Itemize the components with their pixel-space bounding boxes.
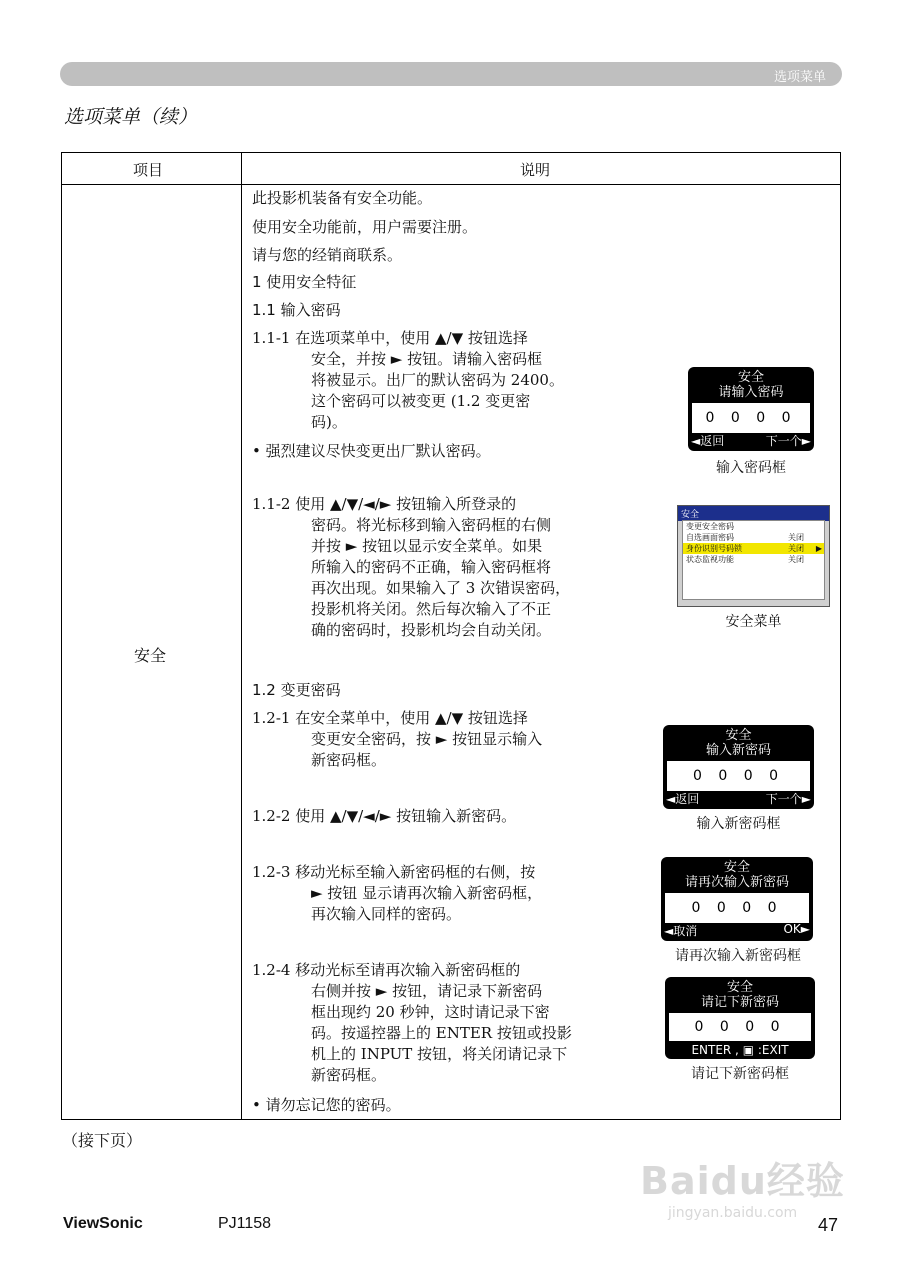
desc-s111-line: 安全，并按 ► 按钮。请输入密码框 — [311, 350, 543, 368]
security-menu-caption: 安全菜单 — [725, 614, 782, 630]
desc-s124-line: 机上的 INPUT 按钮，将关闭请记录下 — [311, 1045, 568, 1063]
header-bar — [60, 62, 842, 86]
desc-s124-line: 新密码框。 — [311, 1066, 387, 1084]
dialog-subtitle: 请输入密码 — [718, 385, 784, 400]
password-dialog — [688, 367, 814, 451]
new-password-digits[interactable]: 0 0 0 0 — [667, 761, 810, 791]
item-security: 安全 — [134, 646, 167, 665]
desc-s111-line: 码)。 — [311, 413, 347, 431]
menu-item[interactable]: 状态监视功能 关闭 — [686, 555, 804, 564]
desc-p1: 此投影机装备有安全功能。 — [252, 189, 433, 207]
dialog-footer — [666, 790, 811, 807]
desc-s112-line: 所输入的密码不正确，输入密码框将 — [311, 558, 552, 576]
dialog-subtitle: 请记下新密码 — [700, 995, 779, 1010]
desc-s121-line: 变更安全密码，按 ► 按钮显示输入 — [311, 730, 543, 748]
watermark-logo: Baidu经验 — [640, 1159, 845, 1203]
desc-s124-line: 框出现约 20 秒钟，这时请记录下密 — [311, 1003, 550, 1021]
dialog-title: 安全 — [725, 728, 752, 743]
desc-p3: 请与您的经销商联系。 — [252, 246, 403, 264]
desc-s12: 1.2 变更密码 — [252, 681, 341, 699]
menu-item-selected[interactable]: 身份识别号码锁 关闭 ▶ — [683, 543, 824, 554]
desc-s122: 1.2-2 使用 ▲/▼/◄/► 按钮输入新密码。 — [252, 807, 517, 825]
desc-s112-line: 再次出现。如果输入了 3 次错误密码， — [311, 579, 571, 597]
dialog-title: 安全 — [726, 980, 753, 995]
security-menu-body — [682, 520, 825, 600]
header-bar-label: 选项菜单 — [773, 70, 826, 85]
desc-s124-line: 1.2-4 移动光标至请再次输入新密码框的 — [252, 961, 521, 979]
dialog-footer — [664, 922, 810, 939]
dialog-title: 安全 — [737, 370, 764, 385]
desc-s111-line: 将被显示。出厂的默认密码为 2400。 — [311, 371, 564, 389]
section-title: 选项菜单（续） — [64, 106, 198, 128]
desc-s123-line: 再次输入同样的密码。 — [311, 905, 462, 923]
desc-s111-line: 这个密码可以被变更 (1.2 变更密 — [311, 392, 531, 410]
desc-s112-line: 并按 ► 按钮以显示安全菜单。如果 — [311, 537, 543, 555]
reenter-password-dialog — [661, 857, 813, 941]
footer-model: PJ1158 — [218, 1215, 272, 1232]
security-menu-title: 安全 — [678, 506, 829, 521]
desc-s123-line: ► 按钮 显示请再次输入新密码框， — [311, 884, 543, 902]
dialog-footer — [668, 1043, 812, 1057]
desc-s112-line: 1.1-2 使用 ▲/▼/◄/► 按钮输入所登录的 — [252, 495, 517, 513]
password-dialog-caption: 输入密码框 — [716, 460, 786, 476]
new-password-caption: 输入新密码框 — [696, 816, 781, 832]
reenter-password-caption: 请再次输入新密码框 — [675, 948, 801, 964]
menu-item[interactable]: 变更安全密码 — [686, 522, 734, 531]
desc-s11: 1.1 输入密码 — [252, 301, 341, 319]
security-menu — [677, 505, 830, 607]
next-button[interactable]: 下一个► — [765, 792, 811, 806]
desc-s123-line: 1.2-3 移动光标至输入新密码框的右侧，按 — [252, 863, 536, 881]
desc-bullet2: • 请勿忘记您的密码。 — [252, 1096, 401, 1114]
desc-p2: 使用安全功能前，用户需要注册。 — [252, 218, 478, 236]
cancel-button[interactable]: ◄取消 — [664, 924, 698, 938]
back-button[interactable]: ◄返回 — [666, 792, 700, 806]
desc-s112-line: 密码。将光标移到输入密码框的右侧 — [311, 516, 552, 534]
desc-s124-line: 右侧并按 ► 按钮，请记录下新密码 — [311, 982, 543, 1000]
footer-brand: ViewSonic — [63, 1215, 143, 1232]
record-password-digits: 0 0 0 0 — [669, 1013, 811, 1041]
record-password-caption: 请记下新密码框 — [691, 1066, 789, 1082]
record-password-dialog — [665, 977, 815, 1059]
continued-note: （接下页） — [62, 1131, 143, 1150]
desc-s121-line: 新密码框。 — [311, 751, 387, 769]
table-header-line — [62, 184, 840, 185]
back-button[interactable]: ◄返回 — [691, 434, 725, 448]
page-number: 47 — [818, 1215, 839, 1235]
table-divider — [241, 153, 242, 1119]
desc-s111-line: 1.1-1 在选项菜单中，使用 ▲/▼ 按钮选择 — [252, 329, 528, 347]
desc-s112-line: 投影机将关闭。然后每次输入了不正 — [311, 600, 552, 618]
dialog-title: 安全 — [723, 860, 750, 875]
desc-bullet1: • 强烈建议尽快变更出厂默认密码。 — [252, 442, 491, 460]
dialog-footer — [691, 432, 811, 449]
desc-s124-line: 码。按遥控器上的 ENTER 按钮或投影 — [311, 1024, 572, 1042]
exit-hint: ENTER , ▣ :EXIT — [691, 1043, 789, 1057]
next-button[interactable]: 下一个► — [765, 434, 811, 448]
reenter-password-digits[interactable]: 0 0 0 0 — [665, 893, 809, 923]
watermark-url: jingyan.baidu.com — [668, 1205, 798, 1221]
arrow-right-icon: ▶ — [815, 544, 822, 553]
col-header-item: 项目 — [133, 161, 164, 179]
new-password-dialog — [663, 725, 814, 809]
ok-button[interactable]: OK► — [783, 922, 810, 936]
password-digits[interactable]: 0 0 0 0 — [692, 403, 810, 433]
desc-s1: 1 使用安全特征 — [252, 273, 357, 291]
desc-s112-line: 确的密码时，投影机均会自动关闭。 — [311, 621, 552, 639]
col-header-desc: 说明 — [520, 161, 551, 179]
dialog-subtitle: 请再次输入新密码 — [684, 875, 789, 890]
desc-s121-line: 1.2-1 在安全菜单中，使用 ▲/▼ 按钮选择 — [252, 709, 528, 727]
menu-item[interactable]: 自选画面密码 关闭 — [686, 533, 804, 542]
dialog-subtitle: 输入新密码 — [705, 743, 771, 758]
